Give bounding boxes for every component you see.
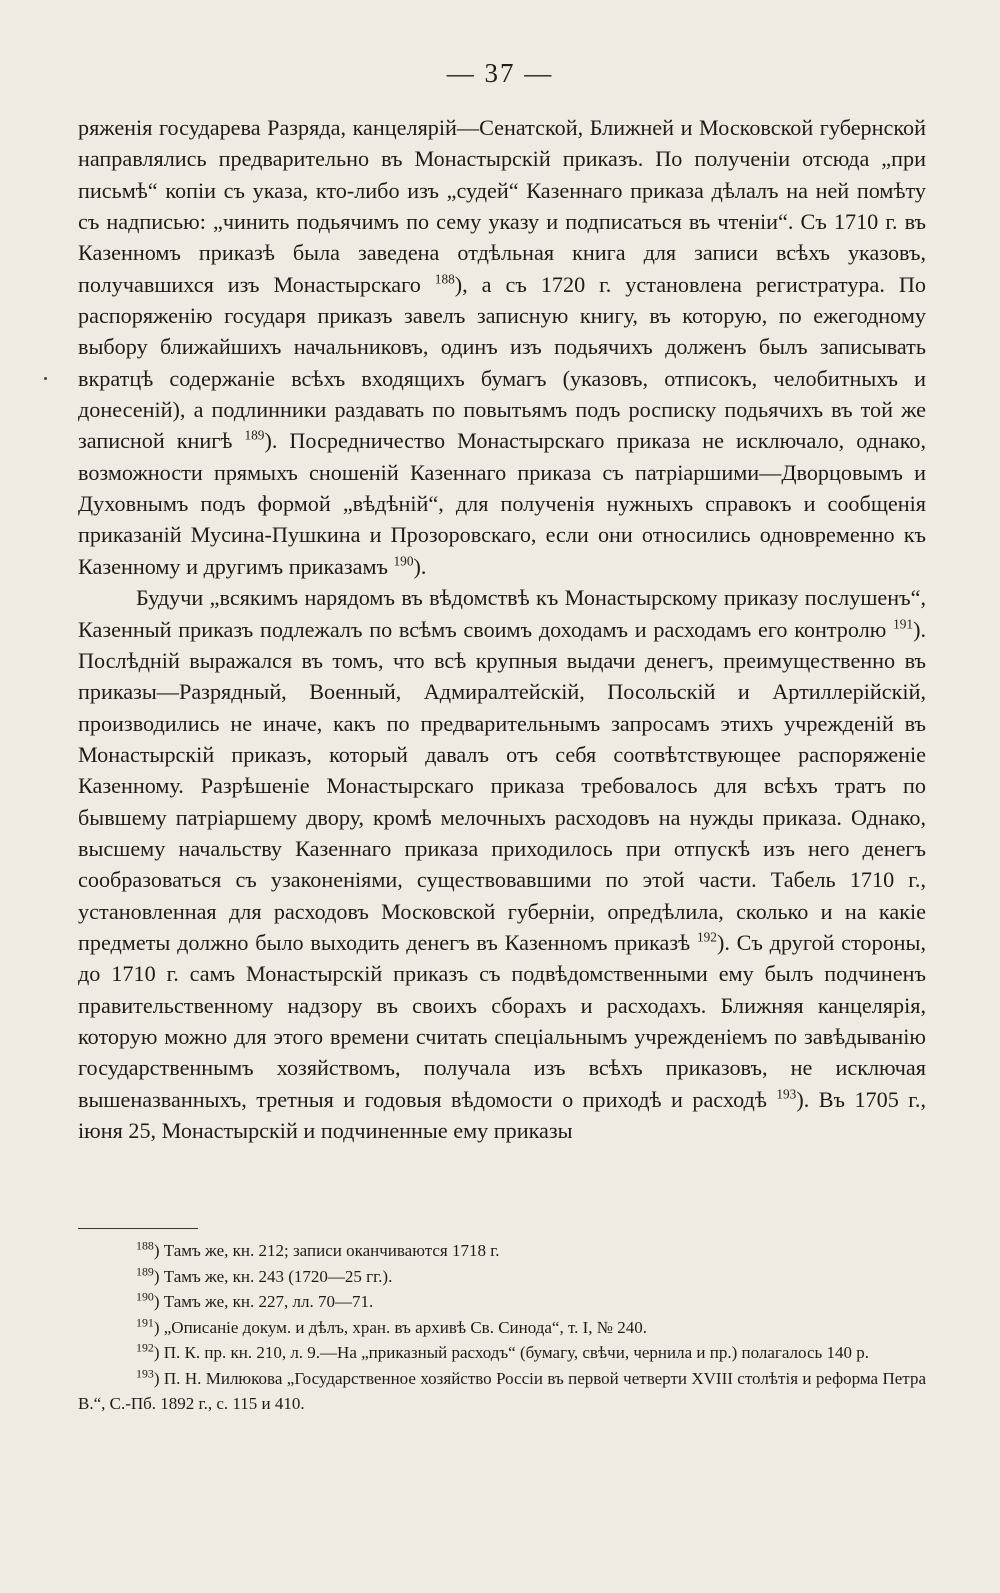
main-text: [78, 112, 926, 1146]
footnote-193: [78, 1366, 926, 1417]
footnote-191: [78, 1315, 926, 1341]
footnote-text: ) „Описаніе докум. и дѣлъ, хран. въ архивѣ Св. Синода“, т. I, № 240.: [153, 1317, 648, 1337]
footnote-ref-192[interactable]: 192: [696, 929, 717, 945]
footnote-text: ) Тамъ же, кн. 212; записи оканчиваются 1718 г.: [153, 1241, 500, 1260]
footnote-text: ) П. К. пр. кн. 210, л. 9.—На „приказный расходъ“ (бумагу, свѣчи, чернила и пр.) полагалось 140 р.: [153, 1343, 870, 1362]
footnote-ref-193[interactable]: 193: [776, 1086, 797, 1102]
footnote-text: ) П. Н. Милюкова „Государственное хозяйство Россіи въ первой четверти XVIII столѣтія и реформа Петра В.“, С.-Пб. 1892 г., с. 115 и 410.: [78, 1368, 926, 1413]
footnote-ref-188[interactable]: 188: [434, 271, 455, 287]
footnote-192: [78, 1340, 926, 1366]
footnote-189: [78, 1264, 926, 1290]
footnote-mark: 190: [136, 1289, 154, 1304]
page-number: — 37 —: [446, 58, 554, 88]
paragraph-1-text-b: ), а съ 1720 г. установлена регистратура. По распоряженію государя приказъ завелъ записную книгу, въ которую, по ежегодному выбору ближайшихъ начальниковъ, одинъ изъ подьячихъ долженъ былъ записывать вкратцѣ содержаніе всѣхъ входящихъ бумагъ (указовъ, отписокъ, челобитныхъ и донесеній), а подлинники раздавать по повытьямъ подъ росписку подьячихъ въ той же записной книгѣ: [78, 271, 927, 454]
footnote-text: ) Тамъ же, кн. 227, лл. 70—71.: [153, 1292, 374, 1311]
paragraph-1-text-c: ). Посредничество Монастырскаго приказа не исключало, однако, возможности прямыхъ сношеній Казеннаго приказа съ патріаршими—Дворцовымъ и Духовнымъ подъ формой „вѣдѣній“, для полученія нужныхъ справокъ и сообщенія приказаній Мусина-Пушкина и Прозоровскаго, если они относились одновременно къ Казенному и другимъ приказамъ: [78, 428, 927, 579]
paragraph-2-text-c: ). Съ другой стороны, до 1710 г. самъ Монастырскій приказъ съ подвѣдомственными ему былъ подчиненъ правительственному надзору въ своихъ сборахъ и расходахъ. Ближняя канцелярія, которую можно для этого времени считать спеціальнымъ учрежденіемъ по завѣдыванію государственнымъ хозяйствомъ, получала изъ всѣхъ приказовъ, не исключая вышеназванныхъ, третныя и годовыя вѣдомости о приходѣ и расходѣ: [78, 929, 926, 1112]
footnote-text: ) Тамъ же, кн. 243 (1720—25 гг.).: [153, 1266, 393, 1286]
paragraph-1-text-d: ).: [413, 553, 427, 579]
footnote-ref-189[interactable]: 189: [244, 428, 265, 444]
paragraph-2-text-a: Будучи „всякимъ нарядомъ въ вѣдомствѣ къ Монастырскому приказу послушенъ“, Казенный приказъ подлежалъ по всѣмъ своимъ доходамъ и расходамъ его контролю: [78, 585, 926, 642]
footnotes: [78, 1238, 926, 1417]
footnote-ref-191[interactable]: 191: [893, 616, 914, 632]
footnote-mark: 192: [136, 1340, 154, 1355]
footnote-ref-190[interactable]: 190: [393, 553, 414, 569]
paragraph-2-text-d: ). Въ 1705 г., іюня 25, Монастырскій и подчиненные ему приказы: [78, 1086, 926, 1143]
footnote-mark: 191: [136, 1314, 154, 1329]
margin-mark: [44, 377, 47, 380]
paragraph-2-text-b: ). Послѣдній выражался въ томъ, что всѣ крупныя выдачи денегъ, преимущественно въ приказы—Разрядный, Военный, Адмиралтейскій, Посольскій и Артиллерійскій, производились не иначе, какъ по предварительнымъ запросамъ этихъ учрежденій въ Монастырскій приказъ, который давалъ отъ себя соотвѣтствующее распоряженіе Казенному. Разрѣшеніе Монастырскаго приказа требовалось для всѣхъ тратъ по бывшему патріаршему двору, кромѣ мелочныхъ расходовъ на нужды приказа. Однако, высшему начальству Казеннаго приказа приходилось при отпускѣ изъ него денегъ сообразоваться съ узаконеніями, существовавшими по этой части. Табель 1710 г., установленная для расходовъ Московской губерніи, опредѣлила, сколько и на какіе предметы должно было выходить денегъ въ Казенномъ приказѣ: [78, 616, 926, 955]
footnote-190: [78, 1289, 926, 1315]
footnote-divider: [78, 1228, 198, 1229]
paragraph-1-text-a: ряженія государева Разряда, канцелярій—Сенатской, Ближней и Московской губернской направлялись предварительно въ Монастырскій приказъ. По полученіи отсюда „при письмѣ“ копіи съ указа, кто-либо изъ „судей“ Казеннаго приказа дѣлалъ на ней помѣту съ надписью: „чинить подьячимъ по сему указу и подписаться въ чтеніи“. Съ 1710 г. въ Казенномъ приказѣ была заведена отдѣльная книга для записи всѣхъ указовъ, получавшихся изъ Монастырскаго: [78, 115, 926, 297]
footnote-mark: 189: [136, 1263, 154, 1278]
paragraph-2: [78, 582, 926, 1146]
footnote-mark: 193: [136, 1365, 154, 1380]
paragraph-1: [78, 112, 926, 582]
footnote-188: [78, 1238, 926, 1264]
footnote-mark: 188: [136, 1238, 154, 1253]
